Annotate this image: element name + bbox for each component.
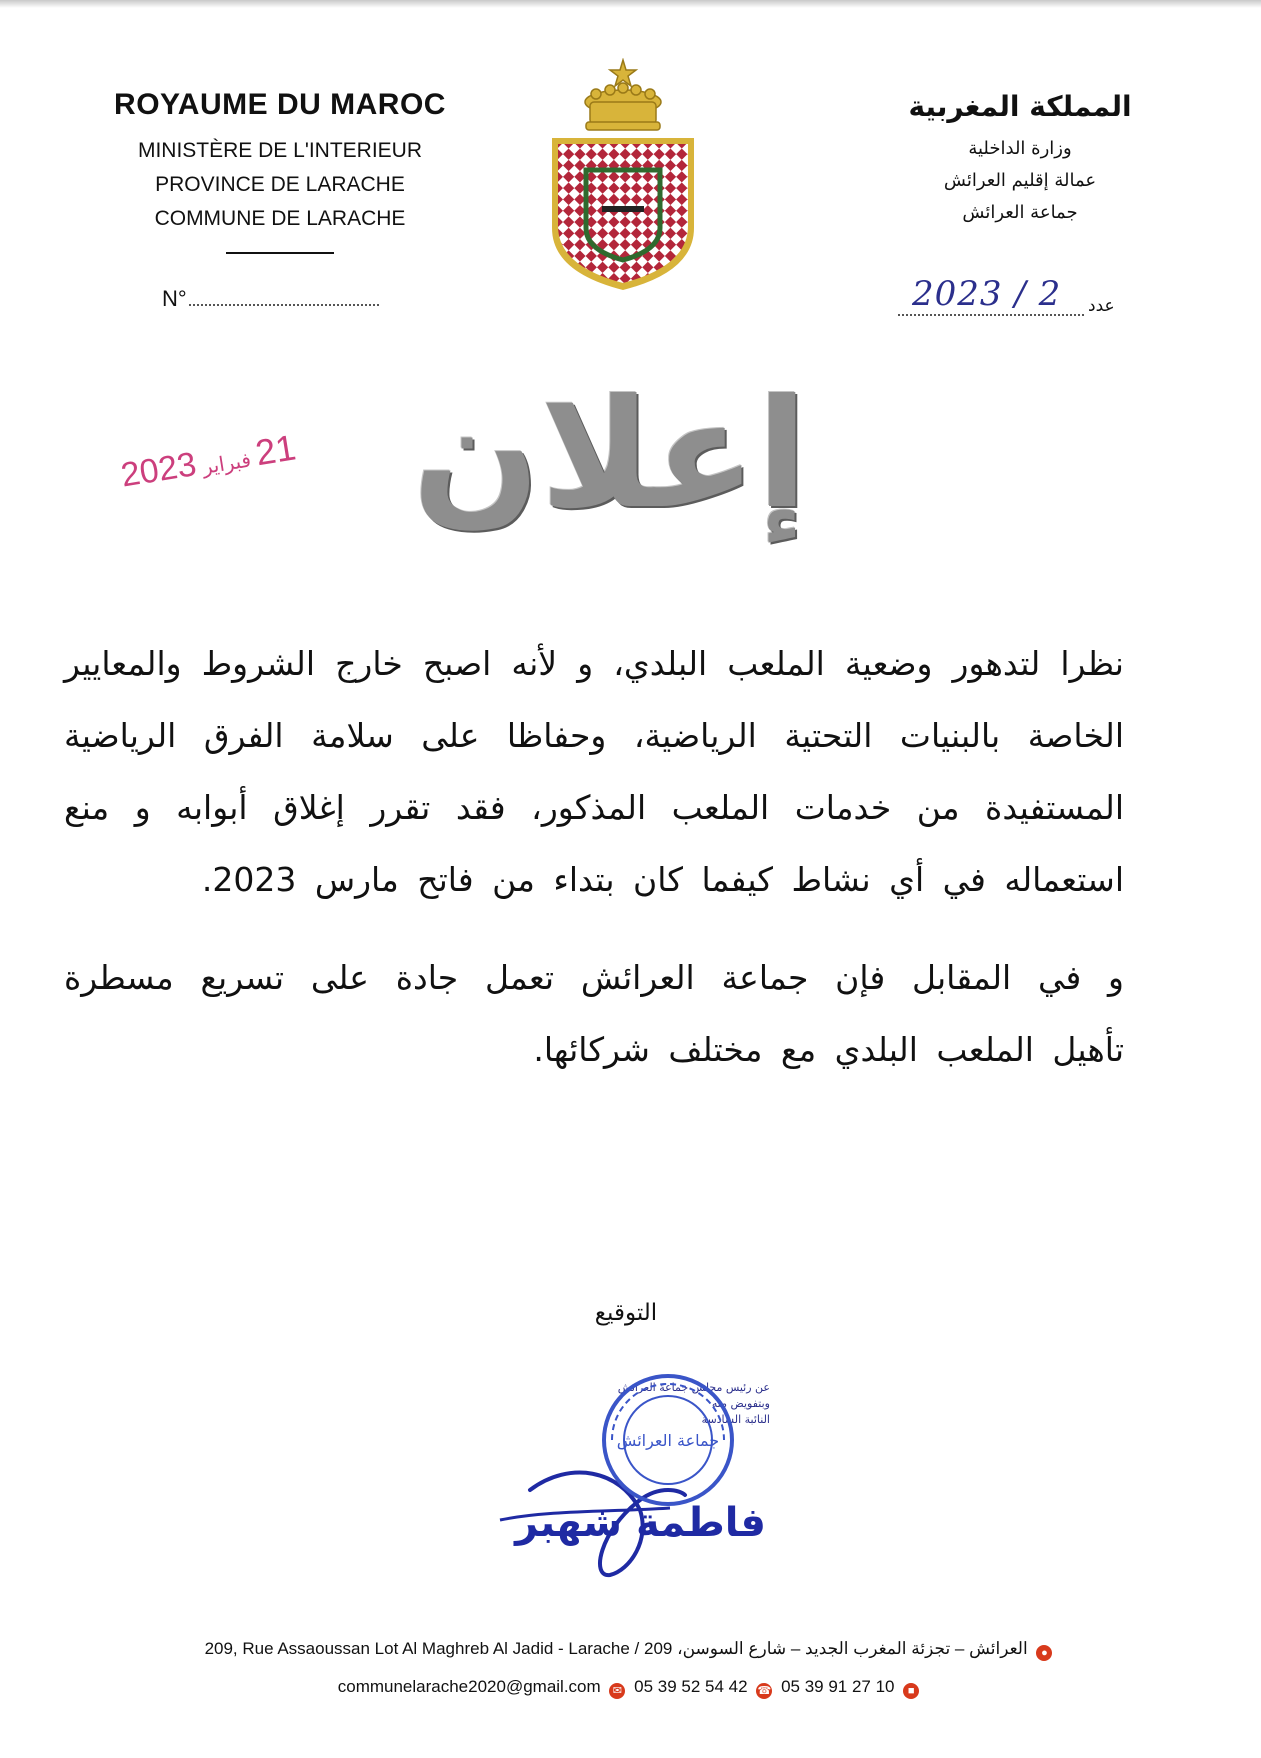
reference-number-fr-dots xyxy=(189,304,379,306)
header-fr-divider xyxy=(226,252,334,254)
date-stamp-year: 2023 xyxy=(118,445,199,495)
header-fr-province: PROVINCE DE LARACHE xyxy=(155,173,405,196)
signature-authority-line-3: النائبة السادسة xyxy=(701,1413,770,1426)
coat-of-arms-icon xyxy=(546,58,700,294)
footer-address-row xyxy=(0,1630,1261,1668)
phone-icon: ☎ xyxy=(757,1685,772,1697)
header-ar-province: عمالة إقليم العرائش xyxy=(943,170,1097,191)
document-title: إعلان xyxy=(412,368,808,542)
scan-edge xyxy=(0,0,1261,8)
header-ar-ministry: وزارة الداخلية xyxy=(968,138,1072,159)
official-seal-icon xyxy=(598,1370,738,1510)
header-ar-country: المملكة المغربية xyxy=(908,90,1132,123)
seal-text: جماعة العرائش xyxy=(616,1431,720,1450)
reference-number-ar-value: 2023 / 2 xyxy=(912,274,1062,314)
signature-authority-line-2: وبتفويض منه xyxy=(711,1397,770,1410)
header-fr-country: ROYAUME DU MAROC xyxy=(114,88,446,121)
signatory-name: فاطمة شهبر xyxy=(515,1500,766,1546)
reference-number-ar-label: عدد xyxy=(1088,296,1115,316)
fax-icon: ■ xyxy=(903,1683,919,1699)
date-stamp xyxy=(118,426,299,495)
reference-number-fr xyxy=(162,286,379,312)
header-fr-ministry: MINISTÈRE DE L'INTERIEUR xyxy=(137,139,423,162)
footer xyxy=(0,1630,1261,1706)
body-paragraph-1: نظرا لتدهور وضعية الملعب البلدي، و لأنه اصبح خارج الشروط والمعايير الخاصة بالبنيات التحتية الرياضية، وحفاظا على سلامة الفرق الرياضية المستفيدة من خدمات الملعب المذكور، فقد تقرر إغلاق أبوابه و منع استعماله في أي نشاط كيفما كان بتداء من فاتح مارس 2023. xyxy=(64,644,1124,899)
footer-email[interactable]: communelarache2020@gmail.com xyxy=(337,1677,601,1696)
signature-label: التوقيع xyxy=(594,1300,658,1326)
footer-address: 209, Rue Assaoussan Lot Al Maghreb Al Jadid - Larache / العرائش – تجزئة المغرب الجديد – شارع السوسن، 209 xyxy=(204,1639,1028,1658)
email-icon: ✉ xyxy=(609,1683,625,1699)
footer-contact-row xyxy=(0,1668,1261,1706)
announcement-body xyxy=(64,628,1124,1086)
header-fr xyxy=(80,88,480,254)
footer-phone-2: 05 39 91 27 10 xyxy=(781,1677,895,1696)
date-stamp-month: فبراير xyxy=(200,449,253,479)
header-ar xyxy=(880,90,1160,229)
body-paragraph-2: و في المقابل فإن جماعة العرائش تعمل جادة على تسريع مسطرة تأهيل الملعب البلدي مع مختلف شركائها. xyxy=(64,958,1124,1069)
date-stamp-day: 21 xyxy=(252,426,299,474)
signature-authority-line-1: عن رئيس مجلس جماعة العرائش xyxy=(617,1381,770,1394)
header-ar-commune: جماعة العرائش xyxy=(962,202,1078,223)
location-pin-icon: ● xyxy=(1036,1645,1052,1661)
reference-number-ar-dots xyxy=(898,314,1084,316)
footer-phone-1: 05 39 52 54 42 xyxy=(634,1677,748,1696)
header-fr-commune: COMMUNE DE LARACHE xyxy=(154,207,406,230)
reference-number-ar xyxy=(898,274,1134,318)
reference-number-fr-label: N° xyxy=(162,286,187,311)
